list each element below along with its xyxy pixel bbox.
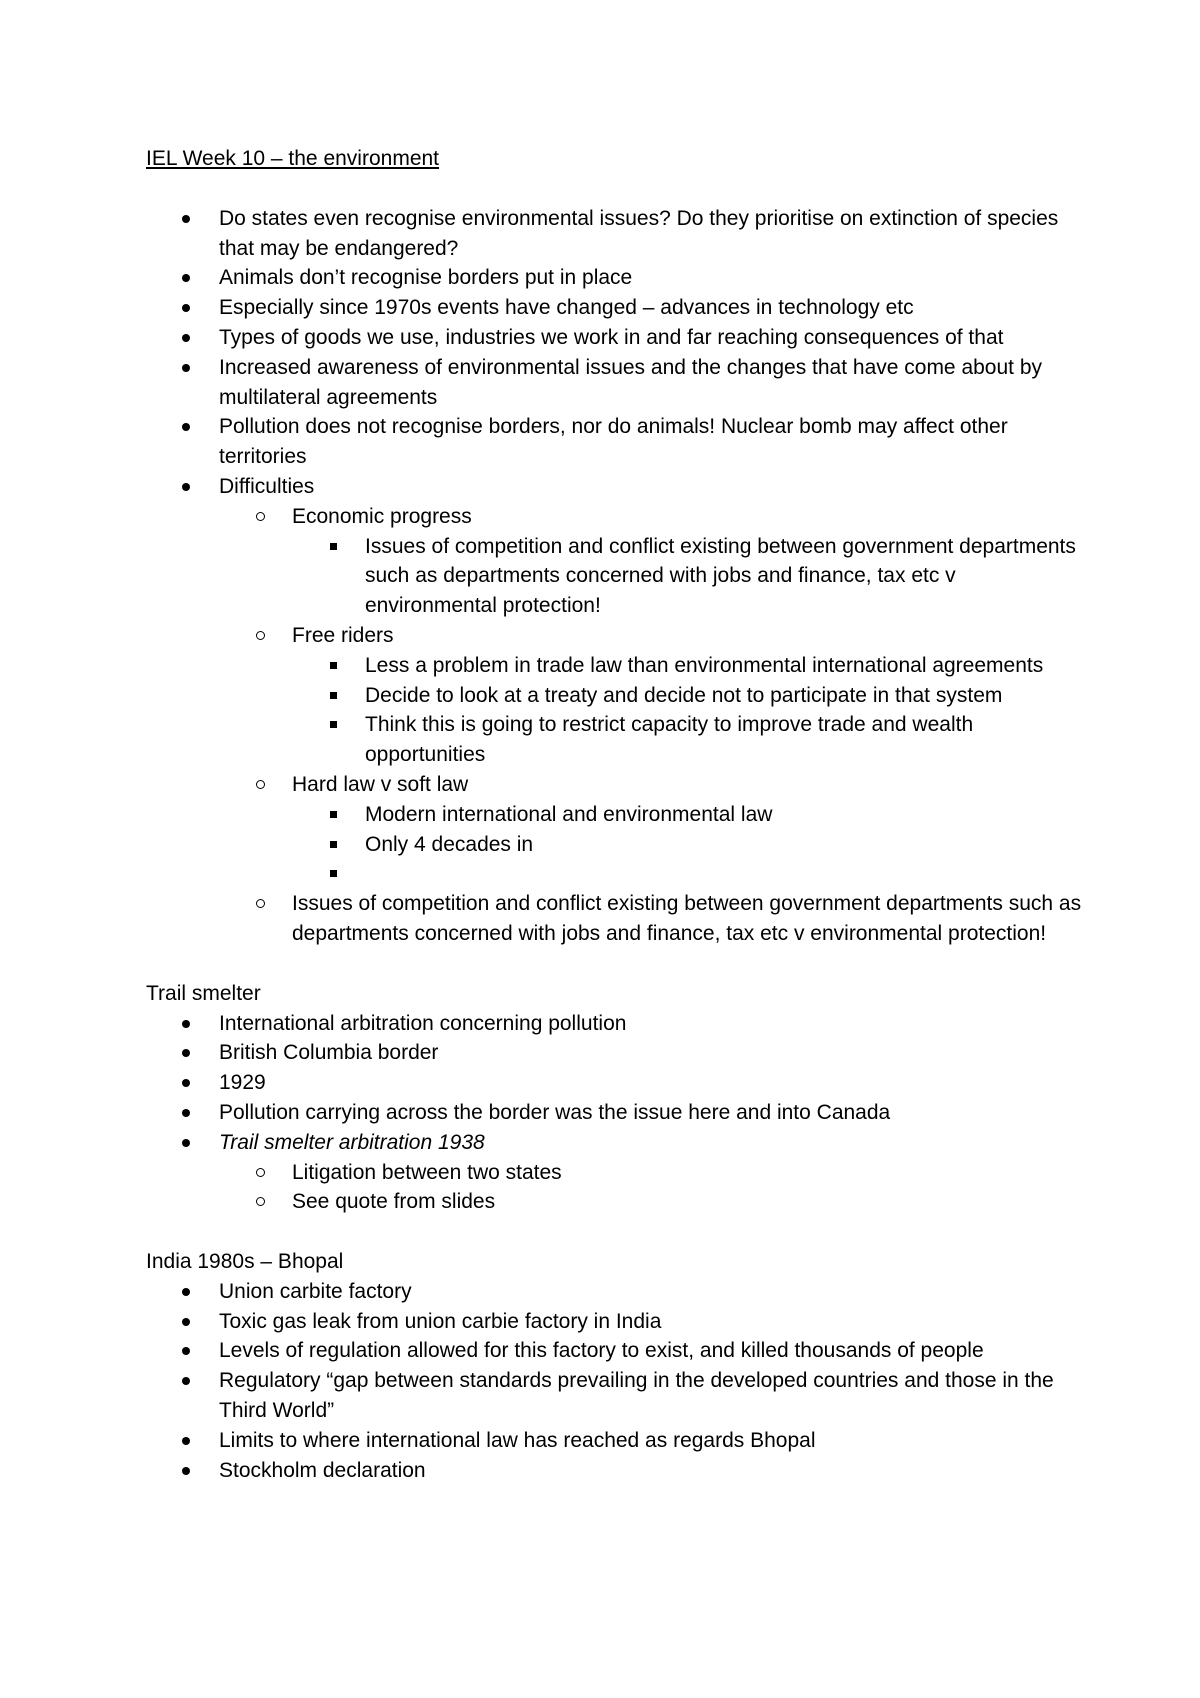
list-item [146, 323, 1086, 353]
list-item-text: Litigation between two states [292, 1160, 562, 1184]
list-item-text: Stockholm declaration [219, 1458, 426, 1482]
list-item-text: British Columbia border [219, 1041, 439, 1065]
list-item-text: Hard law v soft law [292, 772, 469, 796]
bullet-square-icon [330, 841, 337, 848]
list-item [146, 502, 1086, 532]
section-spacer [146, 1217, 1086, 1247]
list-item [146, 651, 1086, 681]
bullet-square-icon [330, 811, 337, 818]
list-item [146, 1277, 1086, 1307]
list-item [146, 1456, 1086, 1486]
list-item [146, 353, 1086, 413]
list-item [146, 532, 1086, 621]
bullet-dot-icon [182, 1377, 190, 1385]
section [146, 1247, 1086, 1485]
section [146, 979, 1086, 1217]
document-title: IEL Week 10 – the environment [146, 147, 440, 170]
bullet-dot-icon [182, 1139, 190, 1147]
list-item-text: Decide to look at a treaty and decide not to participate in that system [365, 683, 1003, 707]
bullet-dot-icon [182, 483, 190, 491]
bullet-dot-icon [182, 1467, 190, 1475]
bullet-dot-icon [182, 1109, 190, 1117]
bullet-circle-icon [256, 1197, 265, 1206]
bullet-dot-icon [182, 364, 190, 372]
list-item [146, 412, 1086, 472]
bullet-dot-icon [182, 1020, 190, 1028]
list-item [146, 1366, 1086, 1426]
section-heading: Trail smelter [146, 981, 261, 1005]
list-item [146, 1128, 1086, 1158]
list-item [146, 770, 1086, 800]
list-item [146, 830, 1086, 860]
list-item [146, 263, 1086, 293]
bullet-dot-icon [182, 215, 190, 223]
bullet-dot-icon [182, 1079, 190, 1087]
list-item [146, 1336, 1086, 1366]
bullet-square-icon [330, 721, 337, 728]
bullet-square-icon [330, 662, 337, 669]
list-item-text: Toxic gas leak from union carbie factory in India [219, 1309, 662, 1333]
list-item [146, 472, 1086, 502]
list-item-text: Pollution carrying across the border was the issue here and into Canada [219, 1100, 891, 1124]
list-item [146, 859, 1086, 889]
list-item-text: Economic progress [292, 504, 472, 528]
list-item-text: Trail smelter arbitration 1938 [219, 1130, 485, 1154]
list-item [146, 800, 1086, 830]
bullet-dot-icon [182, 1288, 190, 1296]
bullet-square-icon [330, 543, 337, 550]
list-item-text: Types of goods we use, industries we work in and far reaching consequences of that [219, 325, 1004, 349]
list-item [146, 710, 1086, 770]
list-item-text: See quote from slides [292, 1190, 496, 1214]
list-item-text: Think this is going to restrict capacity to improve trade and wealth opportunities [365, 713, 974, 767]
list-item [146, 204, 1086, 264]
bullet-circle-icon [256, 899, 265, 908]
list-item-text: Regulatory “gap between standards prevailing in the developed countries and those in the Third World” [219, 1369, 1054, 1423]
list-item-text: Pollution does not recognise borders, nor do animals! Nuclear bomb may affect other territories [219, 415, 1008, 469]
bullet-square-icon [330, 870, 337, 877]
list-item [146, 293, 1086, 323]
bullet-dot-icon [182, 423, 190, 431]
bullet-circle-icon [256, 780, 265, 789]
bullet-dot-icon [182, 1347, 190, 1355]
list-item-text: Issues of competition and conflict existing between government departments such as departments concerned with jobs and finance, tax etc v environmental protection! [365, 534, 1076, 618]
list-item-text: Do states even recognise environmental issues? Do they prioritise on extinction of species that may be endangered? [219, 206, 1059, 260]
list-item [146, 1038, 1086, 1068]
bullet-dot-icon [182, 274, 190, 282]
list-item-text: Animals don’t recognise borders put in place [219, 266, 633, 290]
list-item-text: Issues of competition and conflict existing between government departments such as departments concerned with jobs and finance, tax etc v environmental protection! [292, 892, 1082, 945]
bullet-dot-icon [182, 334, 190, 342]
list-item-text: International arbitration concerning pollution [219, 1011, 627, 1035]
section-heading: India 1980s – Bhopal [146, 1250, 344, 1274]
list-item [146, 681, 1086, 711]
bullet-circle-icon [256, 512, 265, 521]
list-item [146, 621, 1086, 651]
list-item-text: Difficulties [219, 474, 315, 498]
bullet-circle-icon [256, 631, 265, 640]
section-spacer [146, 949, 1086, 979]
list-item-text: Limits to where international law has reached as regards Bhopal [219, 1428, 816, 1452]
list-item-text: 1929 [219, 1071, 266, 1095]
bullet-dot-icon [182, 1318, 190, 1326]
notes-body [146, 204, 1086, 1486]
list-item-text: Less a problem in trade law than environmental international agreements [365, 653, 1044, 677]
section [146, 204, 1086, 949]
bullet-dot-icon [182, 1049, 190, 1057]
list-item [146, 1158, 1086, 1188]
list-item [146, 1426, 1086, 1456]
list-item [146, 1307, 1086, 1337]
list-item-text: Especially since 1970s events have changed – advances in technology etc [219, 296, 914, 320]
list-item [146, 1098, 1086, 1128]
list-item-text: Levels of regulation allowed for this factory to exist, and killed thousands of people [219, 1339, 984, 1363]
list-item-text: Modern international and environmental law [365, 802, 773, 826]
list-item [146, 889, 1086, 949]
bullet-circle-icon [256, 1168, 265, 1177]
list-item [146, 1068, 1086, 1098]
document-content [146, 144, 1086, 1485]
bullet-dot-icon [182, 304, 190, 312]
list-item [146, 1009, 1086, 1039]
list-item [146, 1187, 1086, 1217]
bullet-square-icon [330, 692, 337, 699]
list-item-text: Increased awareness of environmental issues and the changes that have come about by multilateral agreements [219, 355, 1043, 409]
list-item-text: Only 4 decades in [365, 832, 534, 856]
list-item-text: Union carbite factory [219, 1279, 412, 1303]
bullet-dot-icon [182, 1437, 190, 1445]
list-item-text: Free riders [292, 623, 394, 647]
